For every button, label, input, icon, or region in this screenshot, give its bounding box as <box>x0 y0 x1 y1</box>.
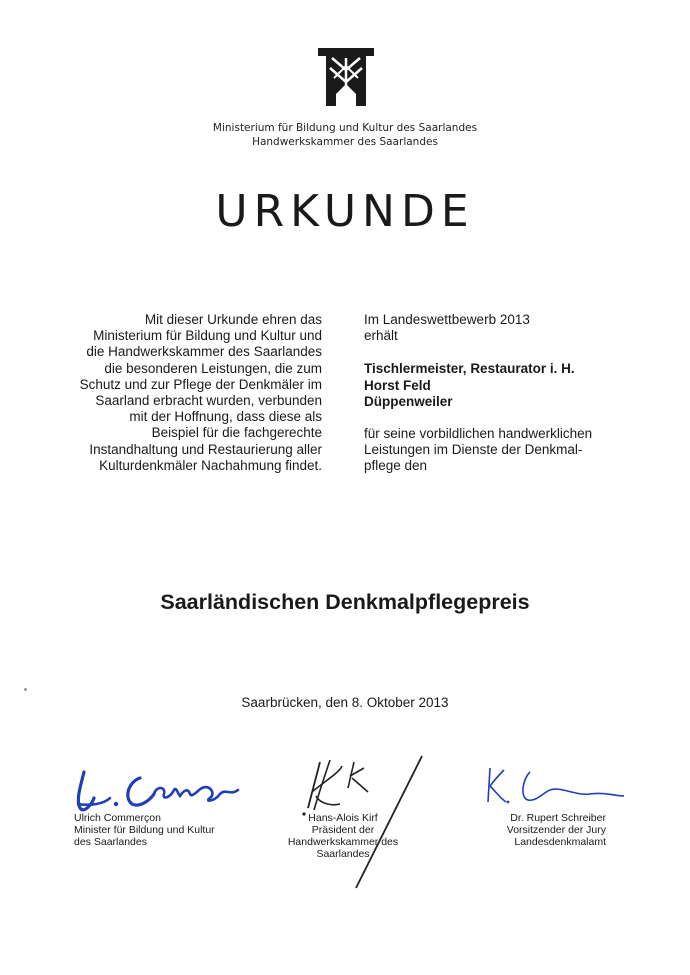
signature-commercon-icon <box>70 760 250 820</box>
dedication-line: Schutz und zur Pflege der Denkmäler im <box>79 376 322 392</box>
recipient-location: Düppenweiler <box>364 393 453 409</box>
signatory-name: Hans-Alois Kirf <box>308 812 378 824</box>
signatory-schreiber <box>470 812 606 848</box>
signatory-role: Saarlandes <box>316 848 370 860</box>
dedication-line: mit der Hoffnung, dass diese als <box>129 409 322 425</box>
signatory-role: Landesdenkmalamt <box>514 836 606 848</box>
dedication-line: die Handwerkskammer des Saarlandes <box>86 344 322 360</box>
intro-line: Im Landeswettbewerb 2013 <box>364 312 530 327</box>
saarland-heritage-logo-icon <box>314 44 378 108</box>
dedication-line: Beispiel für die fachgerechte <box>151 425 322 441</box>
signatory-kirf <box>268 812 418 860</box>
signatory-role: Präsident der <box>311 824 375 836</box>
signature-schreiber-icon <box>480 762 630 812</box>
signatory-role: Vorsitzender der Jury <box>506 824 606 836</box>
signatory-role: des Saarlandes <box>74 836 147 848</box>
dedication-line: Ministerium für Bildung und Kultur und <box>93 328 322 344</box>
prize-name: Saarländischen Denkmalpflegepreis <box>160 590 530 614</box>
dedication-line: die besonderen Leistungen, die zum <box>104 360 322 376</box>
intro-line: erhält <box>364 328 398 344</box>
dedication-text <box>60 312 322 474</box>
signatory-role: Minister für Bildung und Kultur <box>74 824 215 836</box>
document-title: URKUNDE <box>215 186 475 237</box>
scan-speck <box>24 688 27 691</box>
place-date: Saarbrücken, den 8. Oktober 2013 <box>241 695 449 710</box>
dedication-line: Saarland erbracht wurden, verbunden <box>95 393 322 409</box>
issuer-line-2: Handwerkskammer des Saarlandes <box>252 136 438 148</box>
reason-line: pflege den <box>364 458 428 474</box>
signatory-role: Handwerkskammer des <box>287 836 399 848</box>
dedication-line: Kulturdenkmäler Nachahmung findet. <box>99 457 322 473</box>
award-statement <box>364 312 614 475</box>
signatory-name: Ulrich Commerçon <box>74 812 161 824</box>
recipient-title: Tischlermeister, Restaurator i. H. <box>364 361 575 377</box>
issuer-line-1: Ministerium für Bildung und Kultur des Saarlandes <box>212 122 478 134</box>
dedication-line: Mit dieser Urkunde ehren das <box>144 312 322 327</box>
dedication-line: Instandhaltung und Restaurierung aller <box>89 441 322 457</box>
reason-line: für seine vorbildlichen handwerklichen <box>364 426 593 442</box>
recipient-name: Horst Feld <box>364 377 431 393</box>
signatory-name: Dr. Rupert Schreiber <box>510 812 606 824</box>
signatory-commercon <box>74 812 274 848</box>
reason-line: Leistungen im Dienste der Denkmal- <box>364 442 583 458</box>
